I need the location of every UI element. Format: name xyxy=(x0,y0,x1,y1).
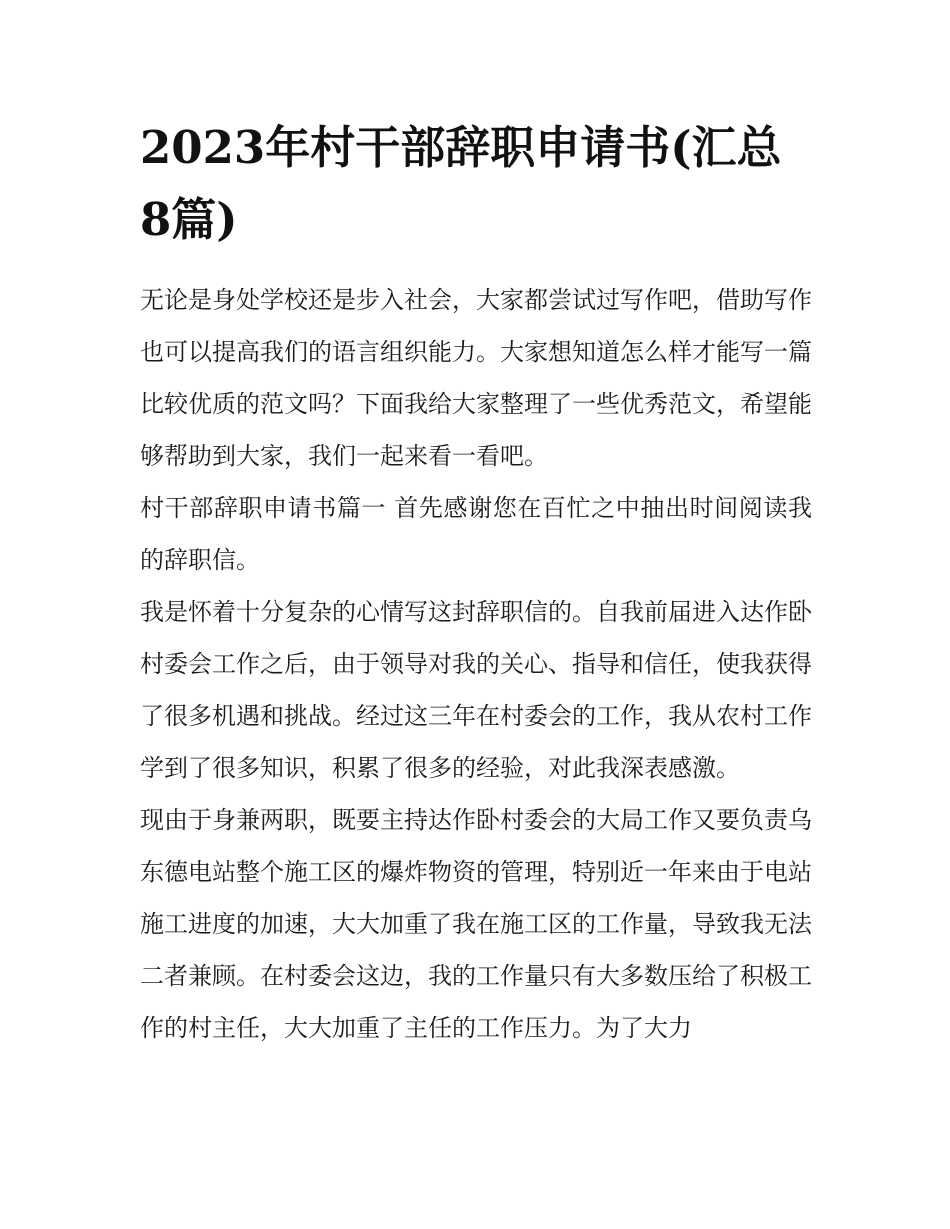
document-body xyxy=(140,112,812,1054)
opening-paragraph: 村干部辞职申请书篇一 首先感谢您在百忙之中抽出时间阅读我的辞职信。 xyxy=(140,494,812,574)
document-title: 2023年村干部辞职申请书(汇总8篇) xyxy=(140,121,782,246)
intro-paragraph: 无论是身处学校还是步入社会，大家都尝试过写作吧，借助写作也可以提高我们的语言组织能力。大家想知道怎么样才能写一篇比较优质的范文吗？下面我给大家整理了一些优秀范文，希望能够帮助到大家，我们一起来看一看吧。 xyxy=(140,286,812,470)
body-paragraph: 现由于身兼两职，既要主持达作卧村委会的大局工作又要负责乌东德电站整个施工区的爆炸物资的管理，特别近一年来由于电站施工进度的加速，大大加重了我在施工区的工作量，导致我无法二者兼顾。在村委会这边，我的工作量只有大多数压给了积极工作的村主任，大大加重了主任的工作压力。为了大力 xyxy=(140,806,812,1042)
body-paragraph: 我是怀着十分复杂的心情写这封辞职信的。自我前届进入达作卧村委会工作之后，由于领导对我的关心、指导和信任，使我获得了很多机遇和挑战。经过这三年在村委会的工作，我从农村工作学到了很多知识，积累了很多的经验，对此我深表感激。 xyxy=(140,598,812,782)
